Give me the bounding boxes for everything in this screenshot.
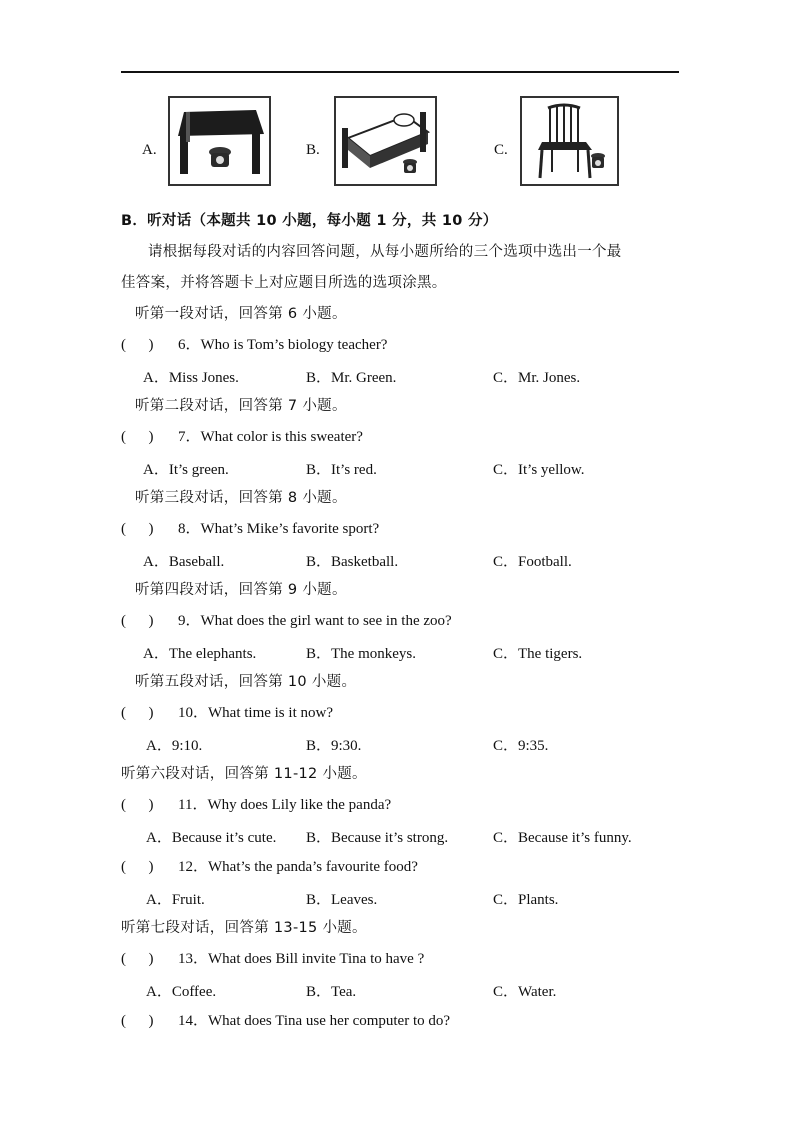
question-text: 9．What does the girl want to see in the zoo? bbox=[178, 613, 452, 629]
answer-bracket[interactable]: ( ) bbox=[121, 429, 154, 445]
answer-bracket[interactable]: ( ) bbox=[121, 521, 154, 537]
answer-bracket[interactable]: ( ) bbox=[121, 859, 154, 875]
option-c: C．Water. bbox=[493, 984, 557, 1000]
question-text: 11．Why does Lily like the panda? bbox=[178, 797, 392, 813]
option-a: A．Coffee. bbox=[146, 984, 217, 1000]
option-b: B．It’s red. bbox=[306, 462, 377, 478]
picture-options bbox=[0, 96, 800, 188]
option-c: C．The tigers. bbox=[493, 646, 583, 662]
option-a: A．It’s green. bbox=[143, 462, 229, 478]
option-b-label: B. bbox=[306, 142, 320, 158]
answer-bracket[interactable]: ( ) bbox=[121, 797, 154, 813]
option-b: B．Mr. Green. bbox=[306, 370, 397, 386]
table-with-phone-icon bbox=[168, 96, 271, 186]
dialogue-intro: 听第二段对话，回答第 7 小题。 bbox=[135, 398, 347, 414]
option-b: B．Because it’s strong. bbox=[306, 830, 449, 846]
option-a: A．Fruit. bbox=[146, 892, 205, 908]
question-row bbox=[121, 335, 154, 355]
section-b-heading: B．听对话（本题共 10 小题，每小题 1 分，共 10 分） bbox=[121, 213, 498, 229]
top-rule bbox=[121, 71, 679, 73]
chair-with-phone-icon bbox=[520, 96, 619, 186]
option-a: A．9:10. bbox=[146, 738, 203, 754]
bed-with-phone-icon bbox=[334, 96, 437, 186]
option-c: C．Because it’s funny. bbox=[493, 830, 632, 846]
dialogue-intro: 听第一段对话，回答第 6 小题。 bbox=[135, 306, 347, 322]
option-b: B．The monkeys. bbox=[306, 646, 416, 662]
option-c-label: C. bbox=[494, 142, 508, 158]
dialogue-intro: 听第五段对话，回答第 10 小题。 bbox=[135, 674, 357, 690]
option-c: C．It’s yellow. bbox=[493, 462, 585, 478]
option-c: C．9:35. bbox=[493, 738, 549, 754]
answer-bracket[interactable]: ( ) bbox=[121, 1013, 154, 1029]
option-b: B．9:30. bbox=[306, 738, 362, 754]
dialogue-intro: 听第七段对话，回答第 13-15 小题。 bbox=[121, 920, 367, 936]
option-a: A．Miss Jones. bbox=[143, 370, 239, 386]
dialogue-intro: 听第四段对话，回答第 9 小题。 bbox=[135, 582, 347, 598]
question-text: 14．What does Tina use her computer to do? bbox=[178, 1013, 451, 1029]
answer-bracket[interactable]: ( ) bbox=[121, 337, 154, 353]
question-text: 12．What’s the panda’s favourite food? bbox=[178, 859, 418, 875]
question-text: 8．What’s Mike’s favorite sport? bbox=[178, 521, 380, 537]
option-b: B．Tea. bbox=[306, 984, 357, 1000]
option-b: B．Leaves. bbox=[306, 892, 378, 908]
question-text: 10．What time is it now? bbox=[178, 705, 333, 721]
option-a: A．Because it’s cute. bbox=[146, 830, 277, 846]
option-c: C．Football. bbox=[493, 554, 572, 570]
question-text: 7．What color is this sweater? bbox=[178, 429, 363, 445]
answer-bracket[interactable]: ( ) bbox=[121, 705, 154, 721]
dialogue-intro: 听第三段对话，回答第 8 小题。 bbox=[135, 490, 347, 506]
instruction-line-1: 请根据每段对话的内容回答问题，从每小题所给的三个选项中选出一个最 bbox=[148, 244, 622, 260]
option-c: C．Plants. bbox=[493, 892, 559, 908]
option-a: A．The elephants. bbox=[143, 646, 257, 662]
dialogue-intro: 听第六段对话，回答第 11-12 小题。 bbox=[121, 766, 367, 782]
option-a-label: A. bbox=[142, 142, 157, 158]
option-c: C．Mr. Jones. bbox=[493, 370, 581, 386]
option-a: A．Baseball. bbox=[143, 554, 225, 570]
question-text: 13．What does Bill invite Tina to have ? bbox=[178, 951, 425, 967]
answer-bracket[interactable]: ( ) bbox=[121, 613, 154, 629]
answer-bracket[interactable]: ( ) bbox=[121, 951, 154, 967]
instruction-line-2: 佳答案，并将答题卡上对应题目所选的选项涂黑。 bbox=[121, 275, 447, 291]
option-b: B．Basketball. bbox=[306, 554, 399, 570]
question-text: 6．Who is Tom’s biology teacher? bbox=[178, 337, 388, 353]
